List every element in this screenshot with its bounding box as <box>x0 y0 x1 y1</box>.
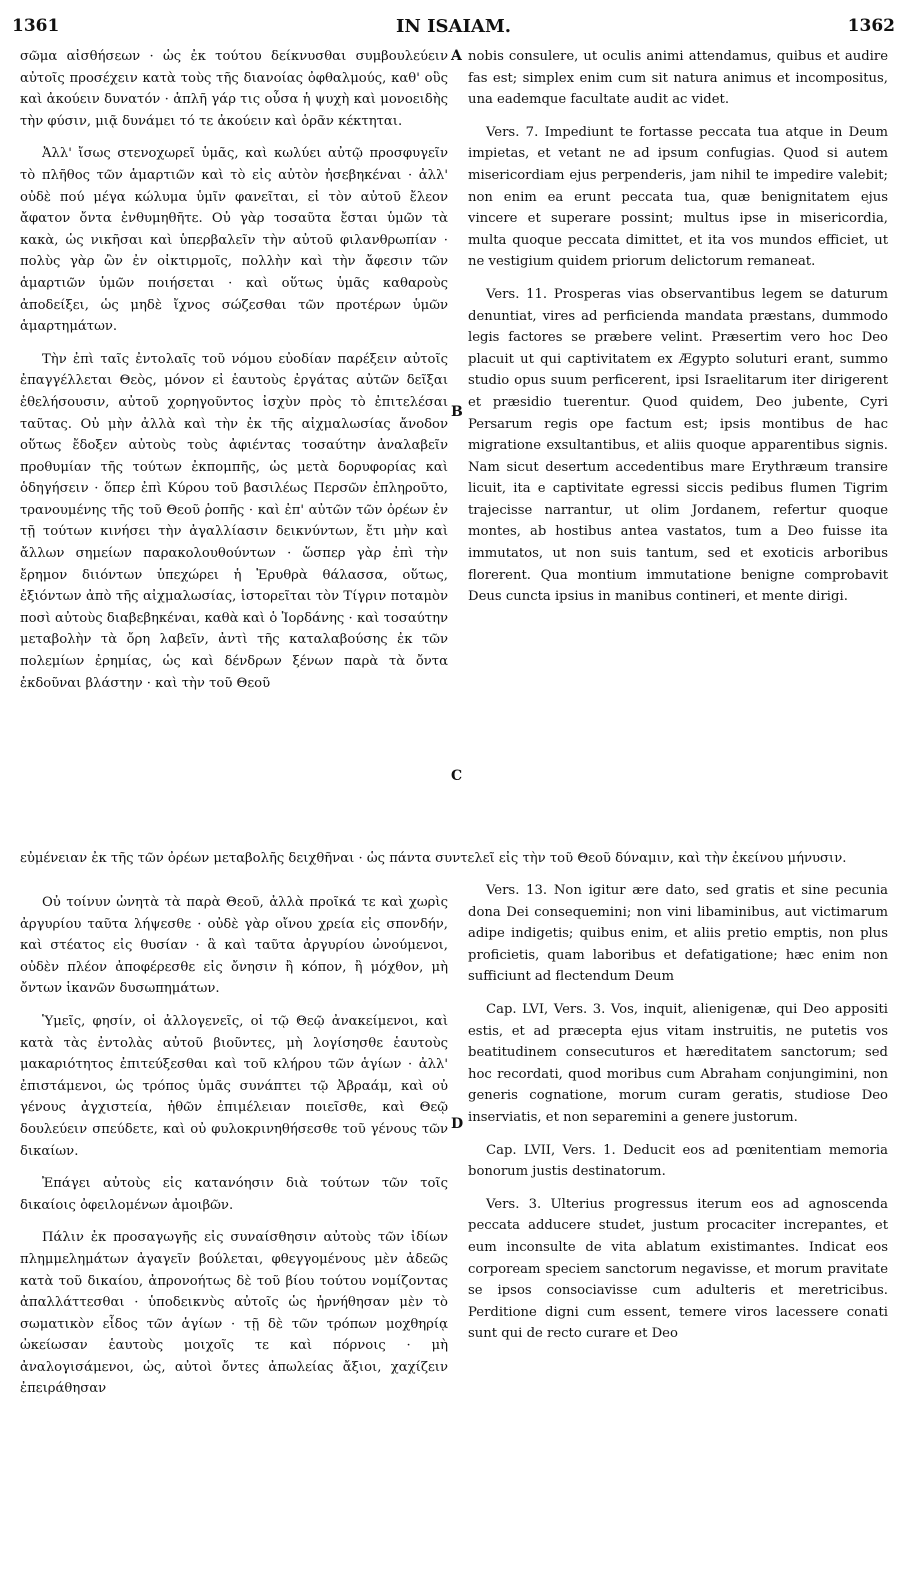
greek-bridge-text: εὐμένειαν ἐκ τῆς τῶν ὀρέων μεταβολῆς δειχθῆναι · ὡς πάντα συντελεῖ εἰς τὴν τοῦ Θεοῦ δύναμιν, καὶ τὴν ἐκείνου μήνυσιν. <box>20 851 847 866</box>
margin-marker-b: B <box>451 404 463 420</box>
greek-paragraph: Τὴν ἐπὶ ταῖς ἐντολαῖς τοῦ νόμου εὐοδίαν παρέξειν αὐτοῖς ἐπαγγέλλεται Θεὸς, μόνον εἰ ἑαυτοὺς ἐργάτας αὐτῶν δεῖξαι ἐθελήσουσιν, αὐτοῦ χορηγοῦντος ἰσχὺν πρὸς τὸ ἐπιτελέσαι ταῦτας. Οὐ μὴν ἀλλὰ καὶ τὴν ἐκ τῆς αἰχμαλωσίας ἄνοδον οὕτως ἔδοξεν αὐτοὺς τοὺς ἀφιέντας τοσαύτην ἀναλαβεῖν προθυμίαν τῆς τούτων ἐκπομπῆς, ὡς μετὰ δορυφορίας καὶ ὁδηγήσειν · ὅπερ ἐπὶ Κύρου τοῦ βασιλέως Περσῶν ἐπληροῦτο, τρανουμένης τῆς τοῦ Θεοῦ ῥοπῆς · καὶ ἐπ' αὐτῶν τῶν ὀρέων ἐν τῇ τούτων κινήσει τὴν ἀγαλλίασιν δεικνύντων, ἔτι μὴν καὶ ἄλλων σημείων παρακολουθούντων · ὥσπερ γὰρ ἐπὶ τὴν ἔρημον διιόντων ὑπεχώρει ἡ Ἐρυθρὰ θάλασσα, οὕτως, ἐξιόντων ἀπὸ τῆς αἰχμαλωσίας, ἱστορεῖται τὸν Τίγριν ποταμὸν ποσὶ αὐτοὺς διαβεβηκέναι, καθὰ καὶ ὁ Ἰορδάνης · καὶ τοσαύτην μεταβολὴν τὰ ὄρη λαβεῖν, ἀντὶ τῆς καταλαβούσης ἐκ τῶν πολεμίων ἐρημίας, ὡς καὶ δένδρων ξένων παρὰ τὰ ὄντα ἐκδοῦναι βλάστην · καὶ τὴν τοῦ Θεοῦ <box>20 351 448 691</box>
greek-column-bottom <box>20 892 448 1400</box>
greek-paragraph: Ἀλλ' ἴσως στενοχωρεῖ ὑμᾶς, καὶ κωλύει αὐτῷ προσφυγεῖν τὸ πλῆθος τῶν ἁμαρτιῶν καὶ τὸ εἰς αὐτὸν ἠσεβηκέναι · ἀλλ' οὐδὲ πού μέγα κώλυμα ὑμῖν φανεῖται, εἰ τὸν αὐτοῦ ἔλεον ἄφατον ὄντα ἐνθυμηθῆτε. Οὐ γὰρ τοσαῦτα ἔσται ὑμῶν τὰ κακὰ, ὡς νικῆσαι καὶ ὑπερβαλεῖν τὴν αὐτοῦ φιλανθρωπίαν · πολὺς γὰρ ὢν ἐν οἰκτιρμοῖς, πολλὴν καὶ τὴν ἄφεσιν τῶν ἁμαρτιῶν ὑμῶν ποιήσεται · καὶ οὕτως ὑμᾶς καθαροὺς ἀποδείξει, ὡς μηδὲ ἴχνος σώζεσθαι τῶν προτέρων ὑμῶν ἁμαρτημάτων. <box>20 146 448 335</box>
greek-paragraph: Ὑμεῖς, φησίν, οἱ ἀλλογενεῖς, οἱ τῷ Θεῷ ἀνακείμενοι, καὶ κατὰ τὰς ἐντολὰς αὐτοῦ βιοῦντες, μὴ λογίσησθε ἑαυτοὺς μακαριότητος ἐπιτεύξεσθαι καὶ τοῦ κλήρου τῶν ἁγίων · ἀλλ' ἐπιστάμενοι, ὡς τρόπος ὑμᾶς συνάπτει τῷ Ἀβραάμ, καὶ οὐ γένους ἀγχιστεία, ἠθῶν ἐπιμέλειαν ποιεῖσθε, καὶ Θεῷ δουλεύειν σπεύδετε, καὶ οὐ φυλοκρινηθήσεσθε τοῦ γένους τῶν δικαίων. <box>20 1013 448 1159</box>
margin-marker-c: C <box>451 768 463 784</box>
latin-paragraph: nobis consulere, ut oculis animi attendamus, quibus et audire fas est; simplex enim cum sit natura animus et incompositus, una eademque facultate audit ac videt. <box>468 49 888 108</box>
greek-paragraph: Ἐπάγει αὐτοὺς εἰς κατανόησιν διὰ τούτων τῶν τοῖς δικαίοις ὀφειλομένων ἀμοιβῶν. <box>20 1176 448 1213</box>
greek-column-top <box>20 46 448 694</box>
margin-marker-a: A <box>451 48 462 64</box>
latin-paragraph: Cap. LVI, Vers. 3. Vos, inquit, alienigenæ, qui Deo appositi estis, et ad præcepta ejus vitam instruitis, ne putetis vos beatitudinem consecuturos et hæreditatem sanctorum; sed hoc recordati, quod moribus cum Abraham conjungimini, non generis cognatione, morum curam geratis, studiose Deo inserviatis, et non separemini a genere justorum. <box>468 1001 888 1125</box>
latin-paragraph: Vers. 13. Non igitur ære dato, sed gratis et sine pecunia dona Dei consequemini; non vini libaminibus, aut victimarum adipe indigetis; quibus enim, et aliis pretio emptis, non plus proficietis, quam laboribus et defatigatione; hæc enim non sufficiunt ad flectendum Deum <box>468 883 888 985</box>
latin-column-bottom <box>468 880 888 1345</box>
latin-paragraph: Cap. LVII, Vers. 1. Deducit eos ad pœnitentiam memoria bonorum justis destinatorum. <box>468 1142 888 1180</box>
latin-paragraph: Vers. 11. Prosperas vias observantibus legem se daturum denuntiat, vires ad perficienda mandata præstans, dummodo legis factores se præbere velint. Præsertim vero hoc Deo placuit ut qui captivitatem ex Ægypto soluturi erant, summo studio opus suum perficerent, ipsi Israelitarum iter dirigerent et præsidio tuerentur. Quod quidem, Deo jubente, Cyri Persarum regis ope factum est; ipsis montibus de hac migratione exsultantibus, et aliis quoque apparentibus signis. Nam sicut desertum accedentibus mare Erythræum transire licuit, ita e captivitate egressi siccis pedibus flumen Tigrim trajecisse narrantur, ut olim Jordanem, refertur quoque montes, ab hostibus antea vastatos, tum a Deo fuisse ita immutatos, ut non suis tantum, sed et exoticis arboribus florerent. Qua montium immutatione benigne comprobavit Deus cuncta ipsius in manibus contineri, et mente dirigi. <box>468 286 888 605</box>
right-page-number: 1362 <box>847 16 895 36</box>
latin-column-top <box>468 46 888 608</box>
running-title: IN ISAIAM. <box>395 16 512 37</box>
greek-full-width-line <box>20 848 888 870</box>
greek-paragraph: Οὐ τοίνυν ὠνητὰ τὰ παρὰ Θεοῦ, ἀλλὰ προῖκά τε καὶ χωρὶς ἀργυρίου ταῦτα λήψεσθε · οὐδὲ γὰρ οἴνου χρεία εἰς σπονδήν, καὶ στέατος εἰς θυσίαν · ἃ καὶ ταῦτα ἀργυρίου ὠνούμενοι, οὐδὲν πλέον ἀποφέρεσθε εἰς ὄνησιν ἢ κόπον, ἢ μόχθον, μὴ ὄντων ἱκανῶν δυσωπημάτων. <box>20 895 448 997</box>
latin-paragraph: Vers. 7. Impediunt te fortasse peccata tua atque in Deum impietas, et vetant ne ad ipsum confugias. Quod si autem misericordiam ejus perpenderis, jam nihil te impedire valebit; non enim ea erunt peccata tua, quæ benignitatem ejus vincere et superare possint; multus ipse in misericordia, multa quoque peccata dimittet, et ita vos mundos efficiet, ut ne vestigium quidem priorum delictorum remaneat. <box>468 124 888 270</box>
greek-paragraph: Πάλιν ἐκ προσαγωγῆς εἰς συναίσθησιν αὐτοὺς τῶν ἰδίων πλημμελημάτων ἀγαγεῖν βούλεται, φθεγγομένους μὲν ἀδεῶς κατὰ τοῦ δικαίου, ἀπρονοήτως δὲ τοῦ βίου τούτου νομίζοντας ἀπαλλάττεσθαι · ὑποδεικνὺς αὐτοῖς ὡς ἠρνήθησαν μὲν τὸ σωματικὸν εἶδος τῶν ἁγίων · τῇ δὲ τῶν τρόπων μοχθηρίᾳ ὠκείωσαν ἑαυτοὺς μοιχοῖς τε καὶ πόρνοις · μὴ ἀναλογισάμενοι, ὡς, αὐτοὶ ὄντες ἀπωλείας ἄξιοι, χαχίζειν ἐπειράθησαν <box>20 1230 448 1397</box>
greek-paragraph: σῶμα αἰσθήσεων · ὡς ἐκ τούτου δείκνυσθαι συμβουλεύειν αὐτοῖς προσέχειν κατὰ τοὺς τῆς διανοίας ὀφθαλμούς, καθ' οὓς καὶ ἀκούειν δυνατόν · ἁπλῆ γάρ τις οὖσα ἡ ψυχὴ καὶ μονοειδὴς τὴν φύσιν, μιᾷ δυνάμει τό τε ἀκούειν καὶ ὁρᾶν κέκτηται. <box>20 49 448 129</box>
margin-marker-d: D <box>451 1116 464 1132</box>
latin-paragraph: Vers. 3. Ulterius progressus iterum eos ad agnoscenda peccata adducere studet, justum procaciter increpantes, et eum inconsulte de vita ablatum existimantes. Indicat eos corpoream speciem sanctorum negavisse, et morum pravitate se ipsos consociavisse cum adulteris et meretricibus. Perditione digni cum essent, temere viros lacessere conati sunt qui de recto curare et Deo <box>468 1196 888 1342</box>
left-page-number: 1361 <box>12 16 60 36</box>
